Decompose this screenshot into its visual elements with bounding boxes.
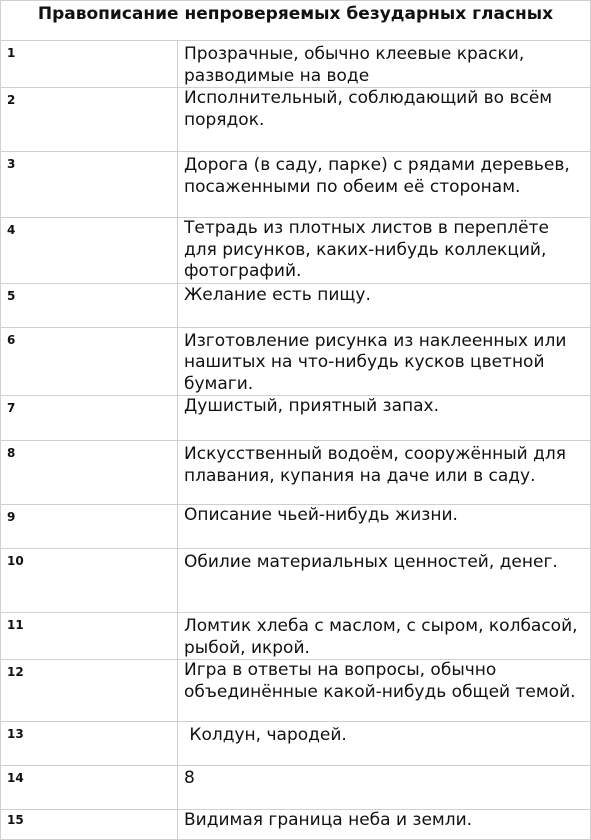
table-row <box>1 505 591 549</box>
row-number: 7 <box>1 396 178 441</box>
row-number: 3 <box>1 152 178 218</box>
vocabulary-table <box>0 40 591 840</box>
table-row <box>1 152 591 218</box>
row-number: 2 <box>1 88 178 152</box>
table-row <box>1 722 591 766</box>
row-number: 15 <box>1 810 178 840</box>
row-number: 11 <box>1 613 178 660</box>
row-number: 13 <box>1 722 178 766</box>
row-definition: Тетрадь из плотных листов в переплёте для рисунков, каких-нибудь коллекций, фотографий. <box>178 218 591 284</box>
row-definition: Обилие материальных ценностей, денег. <box>178 549 591 613</box>
page-title: Правописание непроверяемых безударных гласных <box>0 0 591 40</box>
row-definition: Прозрачные, обычно клеевые краски, разводимые на воде <box>178 41 591 88</box>
row-definition: Игра в ответы на вопросы, обычно объединённые какой-нибудь общей темой. <box>178 660 591 722</box>
row-definition: Исполнительный, соблюдающий во всём порядок. <box>178 88 591 152</box>
row-number: 10 <box>1 549 178 613</box>
table-row <box>1 766 591 810</box>
table-row <box>1 218 591 284</box>
row-definition: 8 <box>178 766 591 810</box>
row-number: 5 <box>1 283 178 327</box>
row-number: 6 <box>1 327 178 396</box>
row-definition: Дорога (в саду, парке) с рядами деревьев, посаженными по обеим её сторонам. <box>178 152 591 218</box>
row-number: 8 <box>1 441 178 505</box>
row-definition: Желание есть пищу. <box>178 283 591 327</box>
table-row <box>1 810 591 840</box>
table-row <box>1 41 591 88</box>
row-number: 4 <box>1 218 178 284</box>
row-number: 1 <box>1 41 178 88</box>
row-definition: Колдун, чародей. <box>178 722 591 766</box>
table-row <box>1 441 591 505</box>
row-definition: Ломтик хлеба с маслом, с сыром, колбасой, рыбой, икрой. <box>178 613 591 660</box>
table-row <box>1 549 591 613</box>
row-definition: Изготовление рисунка из наклеенных или нашитых на что-нибудь кусков цветной бумаги. <box>178 327 591 396</box>
row-definition: Душистый, приятный запах. <box>178 396 591 441</box>
table-row <box>1 283 591 327</box>
row-definition: Описание чьей-нибудь жизни. <box>178 505 591 549</box>
table-row <box>1 396 591 441</box>
row-number: 9 <box>1 505 178 549</box>
row-definition: Искусственный водоём, сооружённый для плавания, купания на даче или в саду. <box>178 441 591 505</box>
table-row <box>1 660 591 722</box>
table-row <box>1 88 591 152</box>
row-definition: Видимая граница неба и земли. <box>178 810 591 840</box>
row-number: 12 <box>1 660 178 722</box>
table-row <box>1 327 591 396</box>
table-row <box>1 613 591 660</box>
row-number: 14 <box>1 766 178 810</box>
